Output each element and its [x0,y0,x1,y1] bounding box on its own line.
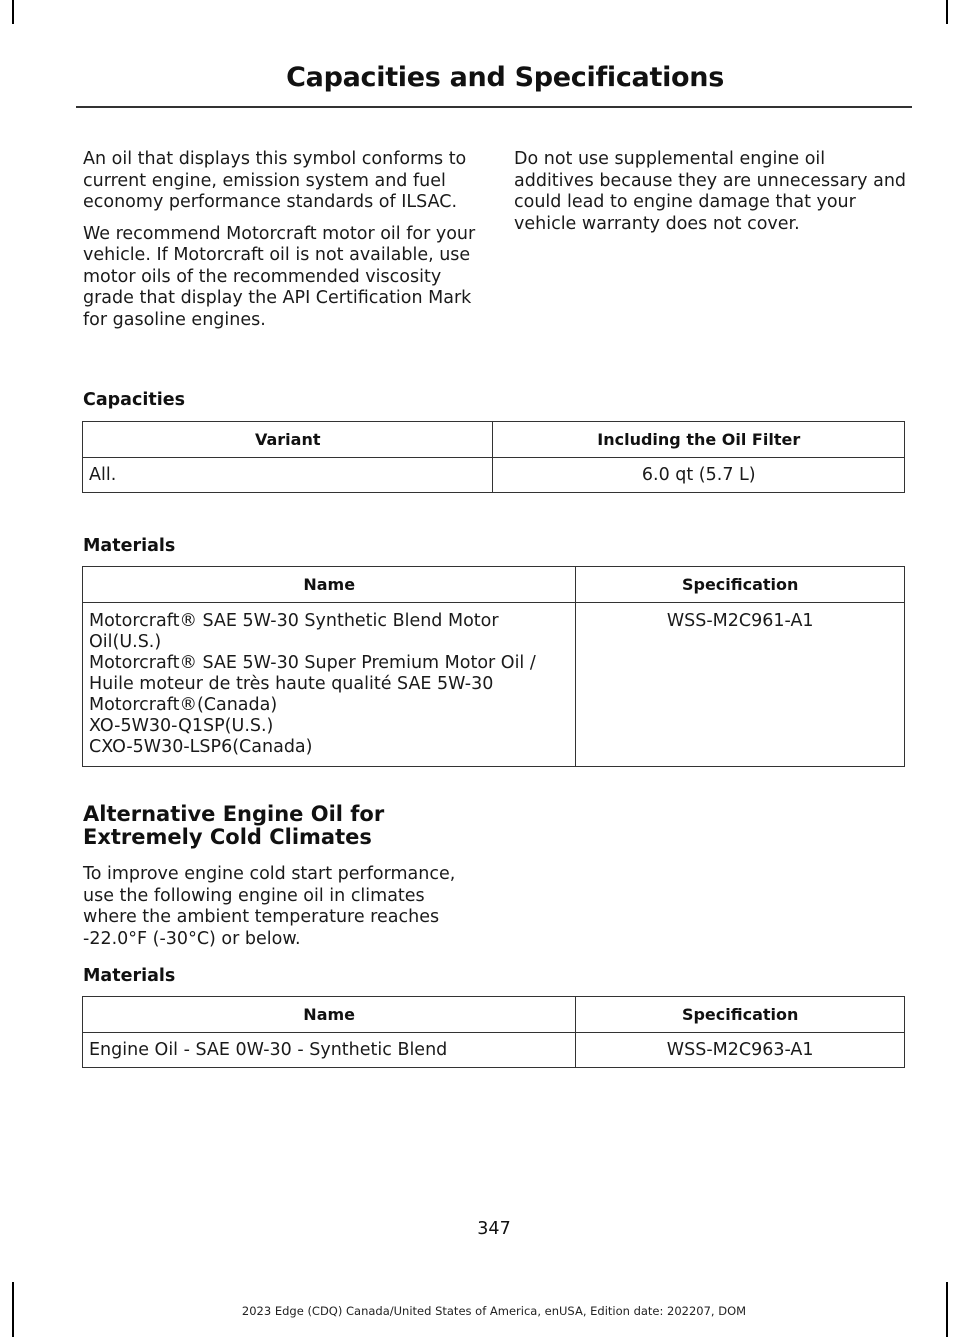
crop-mark-top-left [12,0,14,24]
intro-right-column [514,149,909,245]
capacity-cell: 6.0 qt (5.7 L) [493,458,905,493]
column-header-variant: Variant [83,422,493,458]
crop-mark-top-right [946,0,948,24]
table-header-row [83,567,905,603]
material-name-cell: Engine Oil - SAE 0W-30 - Synthetic Blend [83,1033,576,1068]
table-header-row [83,422,905,458]
column-header-including-oil-filter: Including the Oil Filter [493,422,905,458]
material-name-cell [83,603,576,767]
capacities-heading: Capacities [83,390,186,410]
intro-paragraph: Do not use supplemental engine oil additives because they are unnecessary and could lead to engine damage that your vehicle warranty does not cover. [514,149,907,234]
column-header-specification: Specification [576,997,905,1033]
cold-climate-text: To improve engine cold start performance, use the following engine oil in climates where the ambient temperature reaches -22.0°F (-30°C) or below. [83,864,456,949]
variant-cell: All. [83,458,493,493]
table-header-row [83,997,905,1033]
materials-heading: Materials [83,966,176,986]
intro-left-column [83,149,478,341]
specification-cell: WSS-M2C961-A1 [576,603,905,767]
material-name-line: CXO-5W30-LSP6(Canada) [89,737,313,757]
cold-climate-section-heading: Alternative Engine Oil for Extremely Cold Climates [83,802,385,849]
footer-edition-info: 2023 Edge (CDQ) Canada/United States of America, enUSA, Edition date: 202207, DOM [241,1304,747,1318]
materials-heading: Materials [83,536,176,556]
intro-paragraph: We recommend Motorcraft motor oil for your vehicle. If Motorcraft oil is not available, use motor oils of the recommended viscosity grade that display the API Certification Mark for gasoline engines. [83,223,476,330]
page-title: Capacities and Specifications [286,62,724,93]
table-row [83,1033,905,1068]
capacities-table [82,421,905,493]
material-name-line: Motorcraft® SAE 5W-30 Super Premium Motor Oil / Huile moteur de très haute qualité SAE 5W-30 Motorcraft®(Canada) [89,653,536,715]
cold-materials-table [82,996,905,1068]
column-header-specification: Specification [576,567,905,603]
intro-paragraph: An oil that displays this symbol conforms to current engine, emission system and fuel economy performance standards of ILSAC. [83,149,467,212]
table-row [83,458,905,493]
materials-table [82,566,905,767]
material-name-line: XO-5W30-Q1SP(U.S.) [89,716,274,736]
column-header-name: Name [83,997,576,1033]
table-row [83,603,905,767]
title-divider [76,106,912,108]
page-number: 347 [477,1219,511,1239]
specification-cell: WSS-M2C963-A1 [576,1033,905,1068]
material-name-line: Motorcraft® SAE 5W-30 Synthetic Blend Motor Oil(U.S.) [89,611,499,652]
column-header-name: Name [83,567,576,603]
